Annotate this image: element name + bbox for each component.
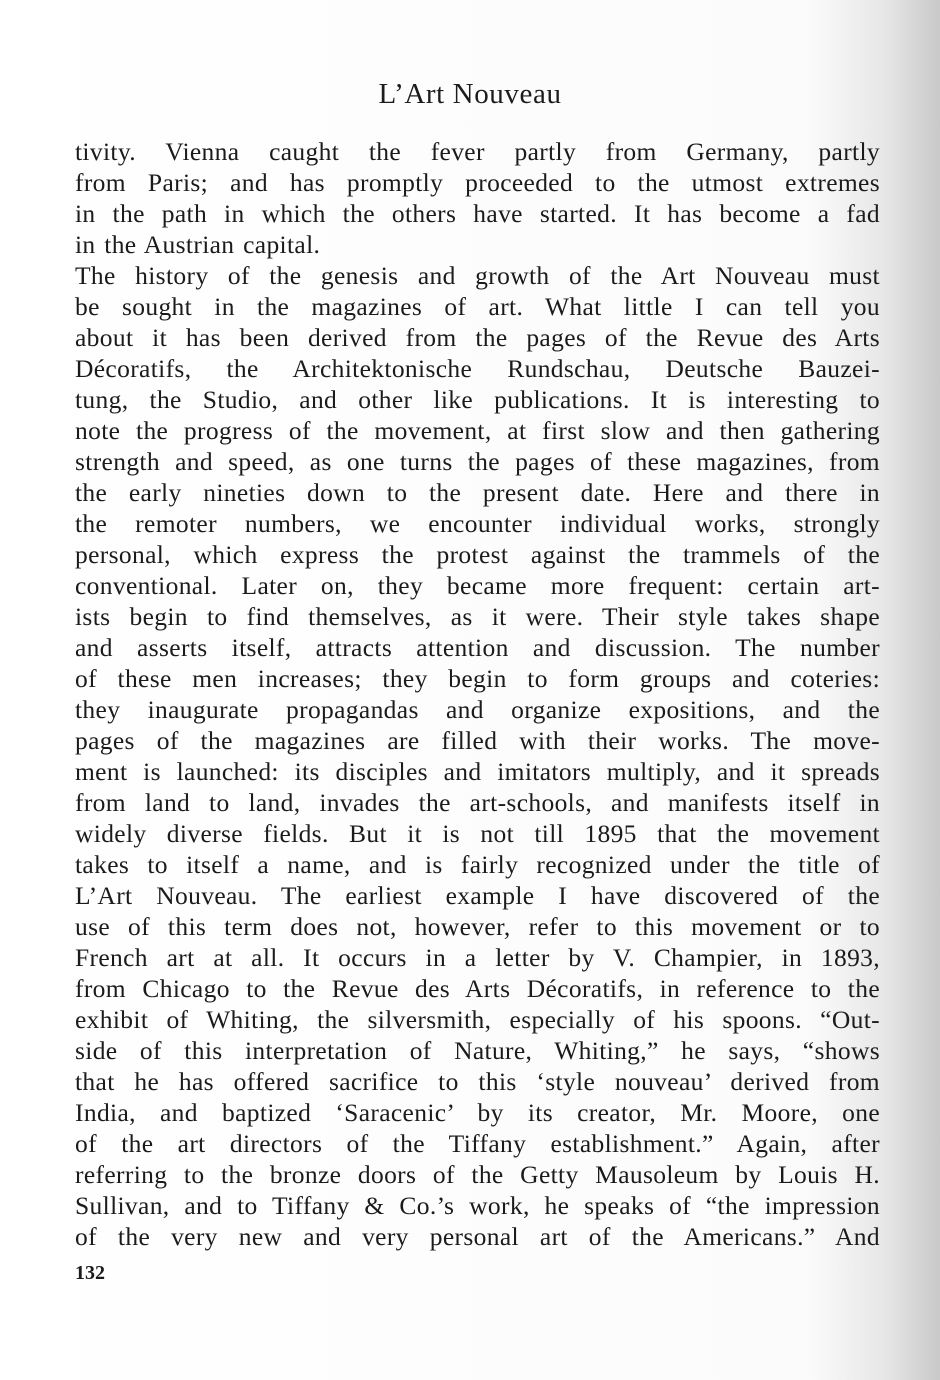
text-line: referring to the bronze doors of the Getty Mausoleum by Louis H. (75, 1160, 880, 1189)
text-line: pages of the magazines are filled with their works. The move- (75, 726, 880, 755)
text-line: Sullivan, and to Tiffany & Co.’s work, he speaks of “the impression (75, 1191, 880, 1220)
text-line: the remoter numbers, we encounter individual works, strongly (75, 509, 880, 538)
text-line: widely diverse fields. But it is not till 1895 that the movement (75, 819, 880, 848)
text-line: from Paris; and has promptly proceeded to the utmost extremes (75, 168, 880, 197)
text-line: they inaugurate propagandas and organize expositions, and the (75, 695, 880, 724)
text-line: about it has been derived from the pages of the Revue des Arts (75, 323, 880, 352)
text-line: exhibit of Whiting, the silversmith, especially of his spoons. “Out- (75, 1005, 880, 1034)
text-line: of these men increases; they begin to form groups and coteries: (75, 664, 880, 693)
page-number: 132 (75, 1262, 105, 1284)
running-head-title: L’Art Nouveau (378, 78, 562, 110)
text-line: ment is launched: its disciples and imitators multiply, and it spreads (75, 757, 880, 786)
text-line: use of this term does not, however, refer to this movement or to (75, 912, 880, 941)
text-line: be sought in the magazines of art. What little I can tell you (75, 292, 880, 321)
text-line: tivity. Vienna caught the fever partly from Germany, partly (75, 137, 880, 166)
text-line: of the very new and very personal art of the Americans.” And (75, 1222, 880, 1251)
text-line: tung, the Studio, and other like publications. It is interesting to (75, 385, 880, 414)
text-line: note the progress of the movement, at first slow and then gathering (75, 416, 880, 445)
text-line: in the path in which the others have started. It has become a fad (75, 199, 880, 228)
text-line: from land to land, invades the art-schools, and manifests itself in (75, 788, 880, 817)
text-line: Décoratifs, the Architektonische Rundschau, Deutsche Bauzei- (75, 354, 880, 383)
text-line: personal, which express the protest against the trammels of the (75, 540, 880, 569)
text-line: the early nineties down to the present date. Here and there in (75, 478, 880, 507)
text-line: from Chicago to the Revue des Arts Décoratifs, in reference to the (75, 974, 880, 1003)
text-line: India, and baptized ‘Saracenic’ by its creator, Mr. Moore, one (75, 1098, 880, 1127)
text-line: strength and speed, as one turns the pages of these magazines, from (75, 447, 880, 476)
text-line: French art at all. It occurs in a letter by V. Champier, in 1893, (75, 943, 880, 972)
text-line: in the Austrian capital. (75, 230, 321, 259)
text-line: conventional. Later on, they became more frequent: certain art- (75, 571, 880, 600)
text-line: of the art directors of the Tiffany establishment.” Again, after (75, 1129, 880, 1158)
text-line: takes to itself a name, and is fairly recognized under the title of (75, 850, 880, 879)
body-text (75, 136, 880, 1252)
text-line: ists begin to find themselves, as it were. Their style takes shape (75, 602, 880, 631)
text-line: side of this interpretation of Nature, Whiting,” he says, “shows (75, 1036, 880, 1065)
text-line: that he has offered sacrifice to this ‘style nouveau’ derived from (75, 1067, 880, 1096)
text-line: The history of the genesis and growth of the Art Nouveau must (75, 261, 880, 290)
text-line: and asserts itself, attracts attention and discussion. The number (75, 633, 880, 662)
text-line: L’Art Nouveau. The earliest example I have discovered of the (75, 881, 880, 910)
